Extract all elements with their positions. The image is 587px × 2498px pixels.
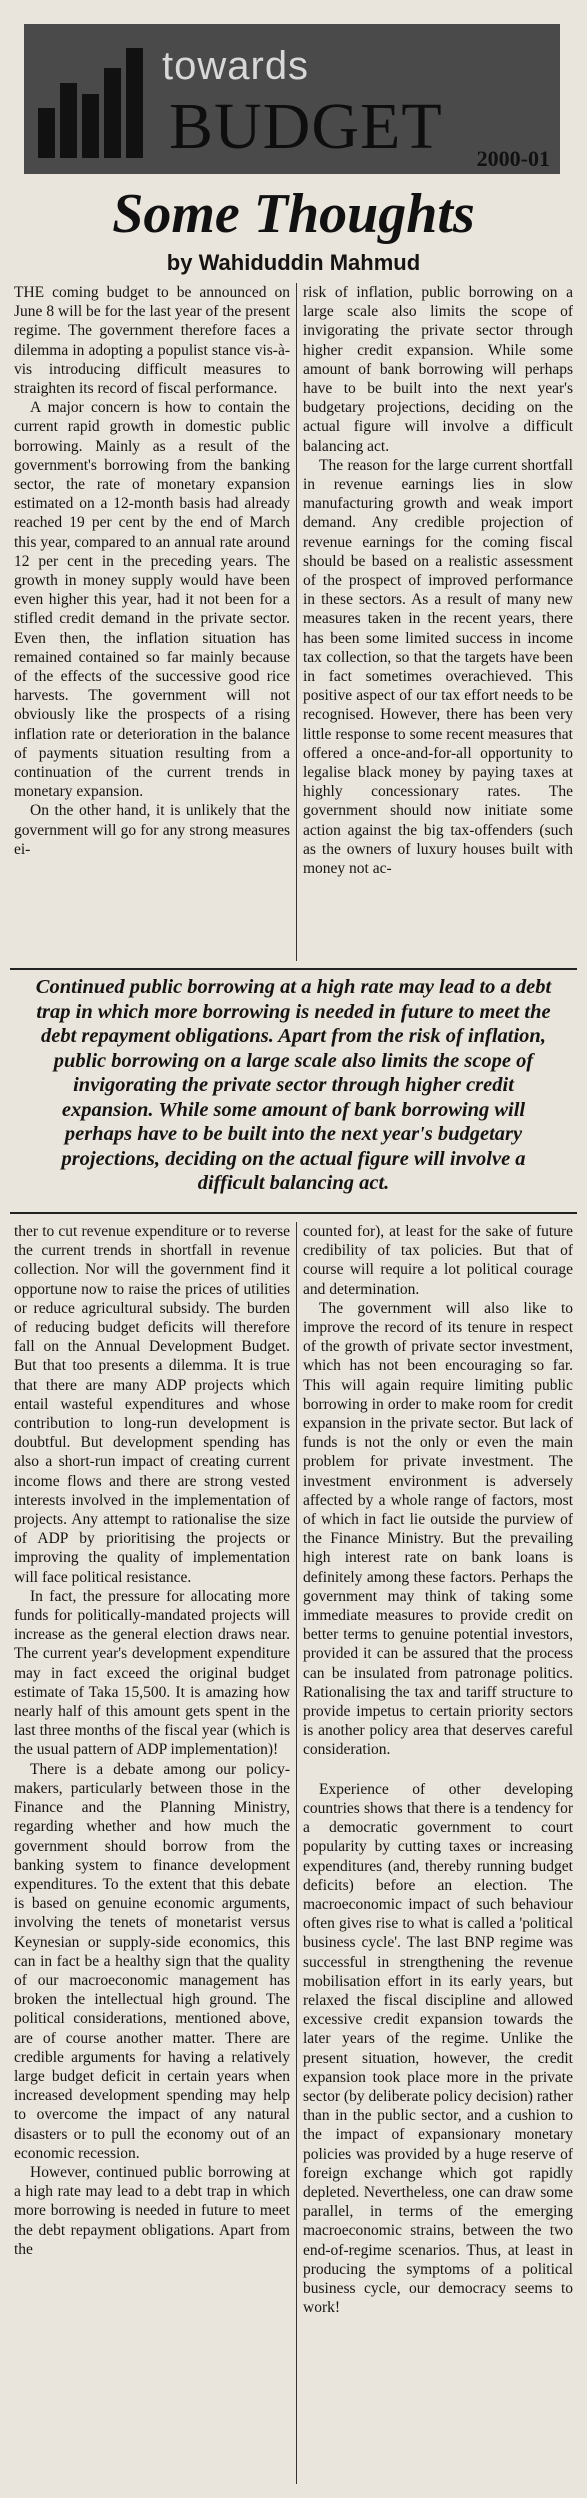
paragraph: There is a debate among our policy-makers, particularly between those in the Finance and the Planning Ministry, regarding whether and how much the government should borrow from the banking system to finance development expenditures. To the extent that this debate is based on genuine economic arguments, involving the tenets of monetarist versus Keynesian or supply-side economics, this can in fact be a healthy sign that the quality of our macroeconomic management has broken the intellectual high ground. The political considerations, mentioned above, are of course another matter. There are credible arguments for having a relatively large budget deficit in certain years when increased development spending may help to overcome the impact of any natural disasters or to pull the economy out of an economic recession. bbox=[14, 1760, 290, 2162]
paragraph: counted for), at least for the sake of future credibility of tax policies. But that of course will require a lot political courage and determination. bbox=[303, 1223, 573, 1298]
pullquote-top-rule bbox=[10, 968, 577, 970]
bar-chart-logo bbox=[38, 48, 158, 158]
column-4 bbox=[303, 1222, 573, 2484]
logo-bar bbox=[126, 48, 143, 158]
pullquote: Continued public borrowing at a high rate may lead to a debt trap in which more borrowing is needed in future to meet the debt repayment obligations. Apart from the risk of inflation, public borrowing on a large scale also limits the scope of invigorating the private sector through higher credit expansion. While some amount of bank borrowing will perhaps have to be built into the next year's budgetary projections, deciding on the actual figure will involve a difficult balancing act. bbox=[35, 976, 552, 1194]
logo-bar bbox=[38, 108, 55, 158]
logo-bar bbox=[104, 68, 121, 158]
banner-title: BUDGET bbox=[169, 90, 443, 163]
paragraph: On the other hand, it is unlikely that the government will go for any strong measures ei- bbox=[14, 802, 290, 858]
column-2 bbox=[303, 283, 573, 961]
paragraph: ther to cut revenue expenditure or to reverse the current trends in shortfall in revenue collection. Nor will the government find it opportune now to raise the prices of utilities or reduce agricultural subsidy. The burden of reducing budget deficits will therefore fall on the Annual Development Budget. But that too presents a dilemma. It is true that there are many ADP projects which entail wasteful expenditures and whose contribution to long-run development is doubtful. But development spending has also a short-run impact of creating current income flows and there are strong vested interests involved in the implementation of projects. Any attempt to rationalise the size of ADP by prioritising the projects or improving the quality of implementation will face political resistance. bbox=[14, 1223, 290, 1586]
paragraph: risk of inflation, public borrowing on a large scale also limits the scope of invigorating the private sector through higher credit expansion. While some amount of bank borrowing will perhaps have to be built into the next year's budgetary projections, deciding on the actual figure will involve a difficult balancing act. bbox=[303, 284, 573, 455]
article-headline: Some Thoughts bbox=[112, 183, 475, 245]
paragraph: Experience of other developing countries shows that there is a tendency for a democratic government to court popularity by cutting taxes or increasing expenditures (and, thereby running budget deficits) before an election. The macroeconomic impact of such behaviour often gives rise to what is called a 'political business cycle'. The last BNP regime was successful in strengthening the revenue mobilisation effort in its early years, but relaxed the fiscal discipline and allowed excessive credit expansion towards the later years of the regime. Unlike the present situation, however, the credit expansion took place more in the private sector (by deliberate policy decision) rather than in the public sector, and a cushion to the impact of expansionary monetary policies was provided by a huge reserve of foreign exchange which got rapidly depleted. Nevertheless, one can draw some parallel, in terms of the emerging macroeconomic strains, between the two end-of-regime scenarios. Thus, at least in producing the symptoms of a political business cycle, our democracy seems to work! bbox=[303, 1780, 573, 2317]
banner-kicker: towards bbox=[162, 44, 310, 88]
logo-bar bbox=[82, 94, 99, 158]
paragraph: A major concern is how to contain the current rapid growth in domestic public borrowing. Mainly as a result of the government's borrowing from the banking sector, the rate of monetary expansion estimated on a 12-month basis had already reached 19 per cent by the end of March this year, compared to an annual rate around 12 per cent in the preceding years. The growth in money supply would have been even higher this year, had it not been for a stifled credit demand in the private sector. Even then, the inflation situation has remained contained so far mainly because of the effects of the successive good rice harvests. The government will not obviously like the prospects of a rising inflation rate or deterioration in the balance of payments situation resulting from a continuation of the current trends in monetary expansion. bbox=[14, 399, 290, 801]
paragraph: The reason for the large current shortfall in revenue earnings lies in slow manufacturing growth and weak import demand. Any credible projection of revenue earnings for the coming fiscal should be based on a realistic assessment of the prospect of improved performance in these sectors. As a result of many new measures taken in the recent years, there has been some limited success in income tax collection, so that the targets have been in fact sometimes overachieved. This positive aspect of our tax effort needs to be recognised. However, there has been very little response to some recent measures that offered a once-and-for-all opportunity to legalise black money by paying taxes at highly concessionary rates. The government should now initiate some action against the big tax-offenders (such as the owners of luxury houses built with money not ac- bbox=[303, 456, 573, 878]
pullquote-bottom-rule bbox=[10, 1212, 577, 1214]
section-banner bbox=[24, 24, 560, 174]
column-divider bbox=[296, 283, 297, 961]
logo-bar bbox=[60, 83, 77, 158]
paragraph: In fact, the pressure for allocating more funds for politically-mandated projects will increase as the general election draws near. The current year's development expenditure may in fact exceed the original budget estimate of Taka 15,500. It is amazing how nearly half of this amount gets spent in the last three months of the fiscal year (which is the usual pattern of ADP implementation)! bbox=[14, 1587, 290, 1759]
column-divider bbox=[296, 1222, 297, 2484]
banner-year: 2000-01 bbox=[476, 146, 550, 171]
paragraph-gap bbox=[303, 1760, 573, 1780]
paragraph: THE coming budget to be announced on June 8 will be for the last year of the present regime. The government therefore faces a dilemma in adopting a populist stance vis-à-vis introducing difficult measures to straighten its record of fiscal performance. bbox=[14, 284, 290, 398]
column-1 bbox=[14, 283, 290, 961]
paragraph: However, continued public borrowing at a high rate may lead to a debt trap in which more borrowing is needed in future to meet the debt repayment obligations. Apart from the bbox=[14, 2163, 290, 2258]
article-byline: by Wahiduddin Mahmud bbox=[166, 250, 421, 275]
paragraph: The government will also like to improve the record of its tenure in respect of the growth of private sector investment, which has not been encouraging so far. This will again require limiting public borrowing in order to make room for credit expansion in the private sector. But lack of funds is not the only or even the main problem for private investment. The investment environment is adversely affected by a whole range of factors, most of which in fact lie outside the purview of the Finance Ministry. But the prevailing high interest rate on bank loans is definitely among these factors. Perhaps the government may think of taking some immediate measures to provide credit on better terms to genuine potential investors, provided it can be assured that the process can be insulated from patronage politics. Rationalising the tax and tariff structure to provide impetus to certain priority sectors is another policy area that deserves careful consideration. bbox=[303, 1299, 573, 1759]
column-3 bbox=[14, 1222, 290, 2484]
